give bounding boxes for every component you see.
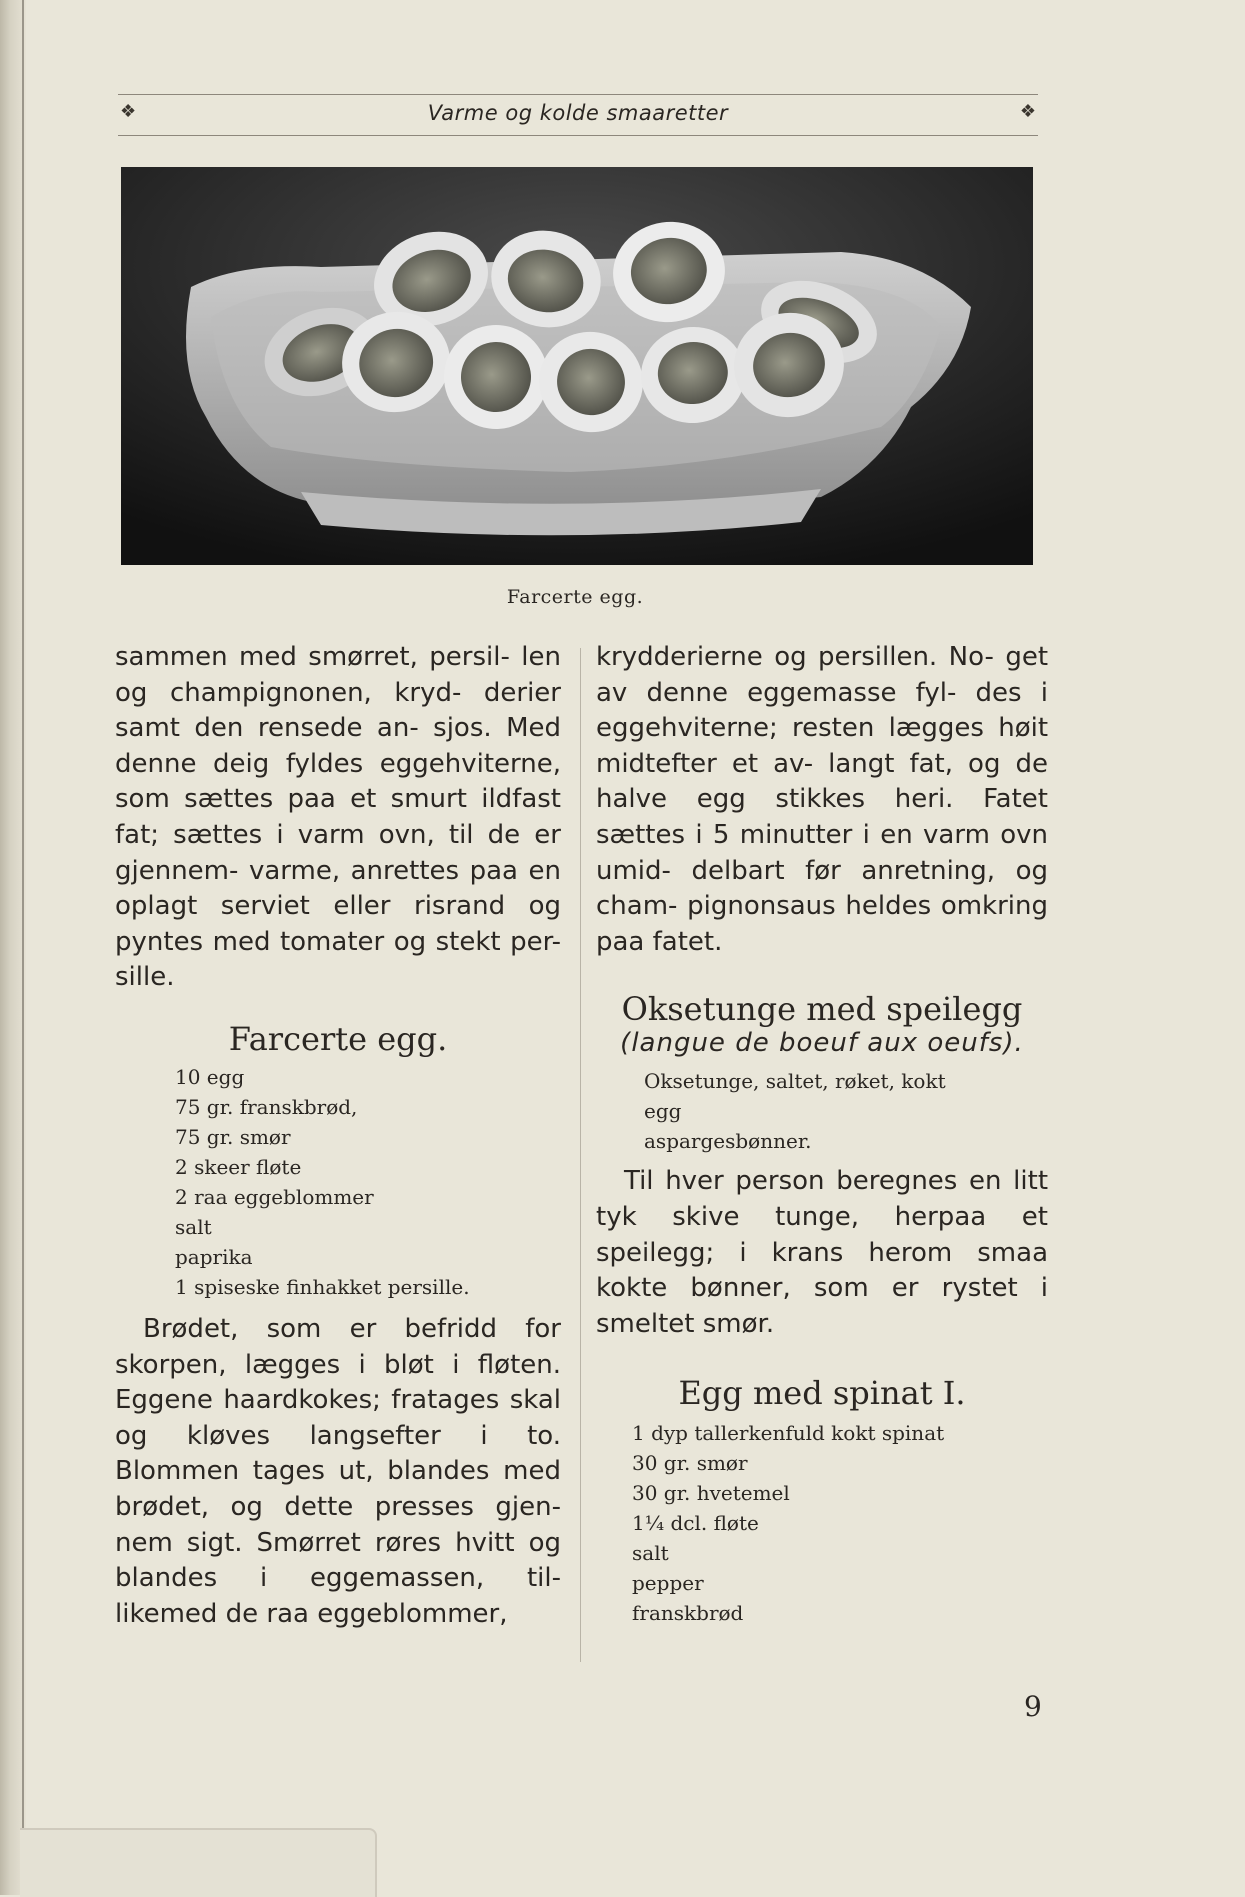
text-line: varm ovn, til de er gjennem- — [115, 819, 561, 886]
recipe-title-egg-med-spinat: Egg med spinat I. — [678, 1374, 966, 1413]
text-line: med tomater og stekt per- — [212, 926, 562, 957]
text-line: Eggene haardkokes; fratages — [115, 1385, 500, 1416]
text-line: likemed de raa eggeblommer, — [115, 1598, 508, 1629]
ornament-left-icon: ❖ — [120, 101, 137, 122]
gutter-line — [22, 0, 24, 1895]
ingredient-item: 1¼ dcl. fløte — [632, 1511, 759, 1536]
text-line: varme, anrettes paa en oplagt — [115, 855, 562, 922]
text-line: sjos. Med denne deig fyldes — [115, 713, 562, 779]
text-line: sille. — [115, 962, 175, 993]
ingredient-item: salt — [175, 1214, 212, 1239]
text-line: Brødet, som er befridd for — [143, 1313, 561, 1344]
text-line: serviet eller risrand og pyntes — [115, 891, 561, 957]
ornament-right-icon: ❖ — [1019, 101, 1036, 122]
ingredient-item: Oksetunge, saltet, røket, kokt — [644, 1069, 946, 1094]
text-line: brødet, og dette presses gjen- — [115, 1491, 561, 1522]
text-line: smeltet smør. — [596, 1308, 775, 1339]
ingredient-item: aspargesbønner. — [644, 1129, 812, 1154]
text-line: et smurt ildfast fat; sættes i — [115, 784, 561, 850]
text-line: litt tyk skive tunge, herpaa et — [596, 1166, 1049, 1232]
running-header — [118, 94, 1038, 136]
page-number: 9 — [1024, 1690, 1042, 1723]
ingredient-item: 10 egg — [175, 1064, 245, 1089]
text-line: kokte bønner, som er rystet i — [596, 1273, 1048, 1304]
ingredient-item: egg — [644, 1099, 682, 1124]
text-line: len og champignonen, kryd- — [115, 642, 561, 708]
ingredient-item: paprika — [175, 1244, 253, 1269]
ingredient-item: 75 gr. franskbrød, — [175, 1094, 358, 1119]
text-line: minutter i en varm ovn umid- — [596, 819, 1048, 886]
text-line: speilegg; i krans herom smaa — [596, 1237, 1048, 1268]
ingredient-item: salt — [632, 1541, 669, 1566]
ingredient-item: pepper — [632, 1571, 704, 1596]
running-header-title: Varme og kolde smaaretter — [427, 101, 729, 125]
text-line: eggehviterne, som sættes paa — [115, 748, 562, 815]
text-line: skorpen, lægges i bløt i fløten. — [115, 1349, 561, 1380]
left-column — [115, 640, 561, 1632]
stuffed-eggs-illustration — [121, 167, 1033, 565]
continuation-paragraph — [596, 640, 1048, 960]
text-line: og blandes i eggemassen, til- — [115, 1527, 562, 1594]
ingredient-item: franskbrød — [632, 1601, 744, 1626]
ingredient-item: 2 raa eggeblommer — [175, 1184, 374, 1209]
intro-paragraph — [115, 640, 561, 996]
text-line: des i eggehviterne; resten — [596, 677, 1048, 744]
oksetunge-method-paragraph — [596, 1164, 1048, 1342]
ingredient-item: 1 spiseske finhakket persille. — [175, 1274, 470, 1299]
recipe-subtitle-oksetunge: (langue de boeuf aux oeufs). — [620, 1028, 1024, 1059]
text-line: stikkes heri. Fatet sættes i 5 — [596, 784, 1049, 850]
text-line: langt fat, og de halve egg — [596, 748, 1048, 815]
method-paragraph — [115, 1312, 561, 1632]
text-line: get av denne eggemasse fyl- — [596, 642, 1049, 708]
text-line: lægges høit midtefter et av- — [596, 713, 1049, 779]
right-column — [596, 640, 1048, 1628]
photo-caption: Farcerte egg. — [506, 586, 644, 608]
recipe-title-oksetunge: Oksetunge med speilegg — [621, 990, 1023, 1029]
ingredients-list — [115, 1062, 561, 1302]
text-line: sammen med smørret, persil- — [115, 642, 510, 672]
spinat-ingredients-list — [596, 1418, 1048, 1628]
text-line: Blommen tages ut, blandes med — [115, 1456, 561, 1487]
text-line: derier samt den rensede an- — [115, 677, 561, 744]
ingredient-item: 30 gr. hvetemel — [632, 1481, 790, 1506]
ingredient-item: 1 dyp tallerkenfuld kokt spinat — [632, 1421, 945, 1446]
page-corner-tab — [20, 1828, 377, 1897]
text-line: paa fatet. — [596, 926, 723, 957]
text-line: krydderierne og persillen. No- — [596, 642, 994, 672]
stuffed-eggs-photo — [121, 167, 1033, 565]
ingredient-item: 75 gr. smør — [175, 1124, 291, 1149]
ingredient-item: 30 gr. smør — [632, 1451, 748, 1476]
text-line: pignonsaus heldes omkring — [687, 891, 1049, 922]
text-line: skal og kløves langsefter i to. — [115, 1385, 562, 1451]
column-divider — [580, 648, 581, 1662]
text-line: Til hver person beregnes en — [624, 1166, 1002, 1197]
oksetunge-ingredients-list — [596, 1066, 1048, 1156]
text-line: delbart før anretning, og cham- — [596, 855, 1049, 922]
ingredient-item: 2 skeer fløte — [175, 1154, 302, 1179]
text-line: nem sigt. Smørret røres hvitt — [115, 1527, 515, 1558]
recipe-title-farcerte-egg: Farcerte egg. — [228, 1019, 448, 1058]
